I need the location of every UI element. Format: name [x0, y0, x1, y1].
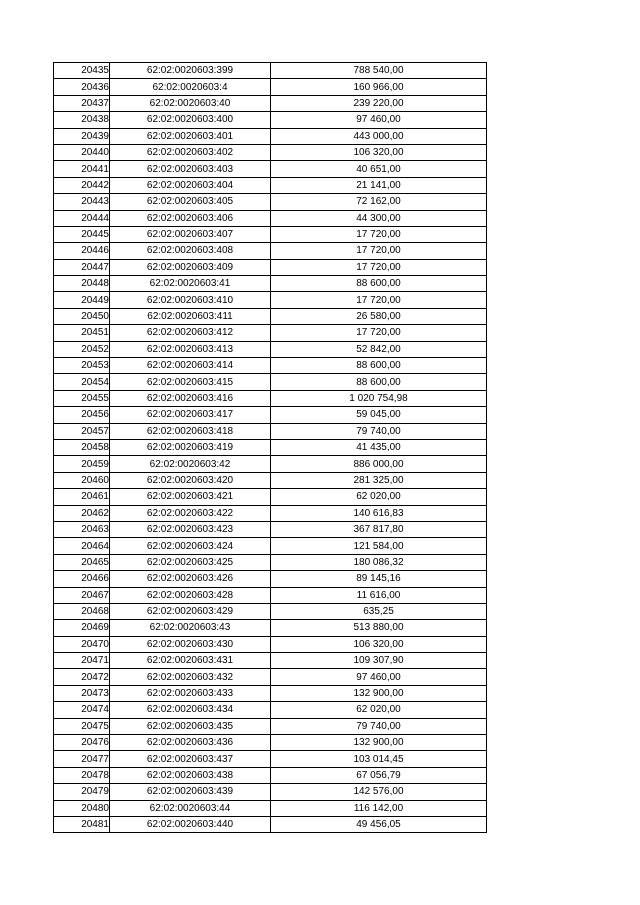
table-row	[54, 439, 487, 455]
cadastral-number: 62:02:0020603:411	[110, 308, 271, 324]
cadastral-value: 103 014,45	[271, 751, 487, 767]
table-row	[54, 210, 487, 226]
cadastral-number: 62:02:0020603:430	[110, 636, 271, 652]
cadastral-value: 88 600,00	[271, 358, 487, 374]
row-number: 20442	[54, 177, 110, 193]
table-row	[54, 702, 487, 718]
row-number: 20458	[54, 439, 110, 455]
cadastral-number: 62:02:0020603:431	[110, 653, 271, 669]
row-number: 20444	[54, 210, 110, 226]
table-row	[54, 341, 487, 357]
cadastral-value: 17 720,00	[271, 325, 487, 341]
cadastral-number: 62:02:0020603:429	[110, 603, 271, 619]
cadastral-number: 62:02:0020603:435	[110, 718, 271, 734]
table-row	[54, 505, 487, 521]
row-number: 20440	[54, 144, 110, 160]
row-number: 20451	[54, 325, 110, 341]
cadastral-value: 62 020,00	[271, 702, 487, 718]
cadastral-number: 62:02:0020603:422	[110, 505, 271, 521]
cadastral-number: 62:02:0020603:437	[110, 751, 271, 767]
table-row	[54, 308, 487, 324]
row-number: 20457	[54, 423, 110, 439]
cadastral-value: 89 145,16	[271, 571, 487, 587]
row-number: 20473	[54, 685, 110, 701]
table-row	[54, 735, 487, 751]
cadastral-value: 21 141,00	[271, 177, 487, 193]
cadastral-value: 17 720,00	[271, 292, 487, 308]
row-number: 20466	[54, 571, 110, 587]
table-row	[54, 226, 487, 242]
row-number: 20470	[54, 636, 110, 652]
cadastral-value: 180 086,32	[271, 554, 487, 570]
row-number: 20459	[54, 456, 110, 472]
table-row	[54, 128, 487, 144]
row-number: 20441	[54, 161, 110, 177]
cadastral-value: 79 740,00	[271, 718, 487, 734]
row-number: 20478	[54, 767, 110, 783]
row-number: 20477	[54, 751, 110, 767]
cadastral-value: 443 000,00	[271, 128, 487, 144]
table-row	[54, 79, 487, 95]
table-row	[54, 603, 487, 619]
cadastral-value: 88 600,00	[271, 276, 487, 292]
row-number: 20456	[54, 407, 110, 423]
row-number: 20461	[54, 489, 110, 505]
table-row	[54, 489, 487, 505]
table-row	[54, 587, 487, 603]
cadastral-number: 62:02:0020603:419	[110, 439, 271, 455]
table-row	[54, 63, 487, 79]
cadastral-number: 62:02:0020603:423	[110, 521, 271, 537]
cadastral-number: 62:02:0020603:424	[110, 538, 271, 554]
cadastral-number: 62:02:0020603:412	[110, 325, 271, 341]
table-row	[54, 784, 487, 800]
row-number: 20475	[54, 718, 110, 734]
cadastral-value: 1 020 754,98	[271, 390, 487, 406]
cadastral-number: 62:02:0020603:408	[110, 243, 271, 259]
table-row	[54, 669, 487, 685]
cadastral-value: 886 000,00	[271, 456, 487, 472]
cadastral-value: 132 900,00	[271, 685, 487, 701]
cadastral-value: 17 720,00	[271, 226, 487, 242]
cadastral-value: 26 580,00	[271, 308, 487, 324]
row-number: 20449	[54, 292, 110, 308]
table-row	[54, 243, 487, 259]
table-row	[54, 456, 487, 472]
row-number: 20471	[54, 653, 110, 669]
table-row	[54, 292, 487, 308]
cadastral-number: 62:02:0020603:413	[110, 341, 271, 357]
cadastral-number: 62:02:0020603:434	[110, 702, 271, 718]
cadastral-number: 62:02:0020603:40	[110, 95, 271, 111]
cadastral-value: 132 900,00	[271, 735, 487, 751]
row-number: 20460	[54, 472, 110, 488]
cadastral-value: 52 842,00	[271, 341, 487, 357]
table-row	[54, 177, 487, 193]
cadastral-number: 62:02:0020603:399	[110, 63, 271, 79]
cadastral-value: 41 435,00	[271, 439, 487, 455]
table-row	[54, 636, 487, 652]
row-number: 20453	[54, 358, 110, 374]
table-row	[54, 390, 487, 406]
row-number: 20438	[54, 112, 110, 128]
row-number: 20476	[54, 735, 110, 751]
cadastral-number: 62:02:0020603:405	[110, 194, 271, 210]
table-row	[54, 751, 487, 767]
cadastral-value: 44 300,00	[271, 210, 487, 226]
cadastral-value: 40 651,00	[271, 161, 487, 177]
row-number: 20464	[54, 538, 110, 554]
cadastral-value: 239 220,00	[271, 95, 487, 111]
row-number: 20448	[54, 276, 110, 292]
cadastral-value: 11 616,00	[271, 587, 487, 603]
cadastral-value: 281 325,00	[271, 472, 487, 488]
cadastral-number: 62:02:0020603:438	[110, 767, 271, 783]
cadastral-value: 513 880,00	[271, 620, 487, 636]
cadastral-number: 62:02:0020603:410	[110, 292, 271, 308]
cadastral-value: 109 307,90	[271, 653, 487, 669]
table-row	[54, 358, 487, 374]
row-number: 20472	[54, 669, 110, 685]
row-number: 20435	[54, 63, 110, 79]
table-row	[54, 767, 487, 783]
table-row	[54, 95, 487, 111]
cadastral-number: 62:02:0020603:407	[110, 226, 271, 242]
row-number: 20443	[54, 194, 110, 210]
cadastral-number: 62:02:0020603:41	[110, 276, 271, 292]
cadastral-value: 62 020,00	[271, 489, 487, 505]
cadastral-value: 106 320,00	[271, 144, 487, 160]
row-number: 20452	[54, 341, 110, 357]
cadastral-value: 788 540,00	[271, 63, 487, 79]
cadastral-number: 62:02:0020603:4	[110, 79, 271, 95]
cadastral-number: 62:02:0020603:406	[110, 210, 271, 226]
table-row	[54, 407, 487, 423]
table-body	[54, 63, 487, 833]
cadastral-value: 72 162,00	[271, 194, 487, 210]
table-row	[54, 144, 487, 160]
cadastral-number: 62:02:0020603:418	[110, 423, 271, 439]
cadastral-value: 17 720,00	[271, 259, 487, 275]
cadastral-number: 62:02:0020603:421	[110, 489, 271, 505]
cadastral-number: 62:02:0020603:402	[110, 144, 271, 160]
table-row	[54, 653, 487, 669]
table-row	[54, 325, 487, 341]
cadastral-number: 62:02:0020603:409	[110, 259, 271, 275]
row-number: 20469	[54, 620, 110, 636]
row-number: 20479	[54, 784, 110, 800]
cadastral-value: 59 045,00	[271, 407, 487, 423]
cadastral-number: 62:02:0020603:415	[110, 374, 271, 390]
table-row	[54, 685, 487, 701]
row-number: 20467	[54, 587, 110, 603]
cadastral-value: 106 320,00	[271, 636, 487, 652]
cadastral-number: 62:02:0020603:43	[110, 620, 271, 636]
table-row	[54, 374, 487, 390]
row-number: 20436	[54, 79, 110, 95]
cadastral-value: 97 460,00	[271, 112, 487, 128]
cadastral-number: 62:02:0020603:404	[110, 177, 271, 193]
cadastral-number: 62:02:0020603:426	[110, 571, 271, 587]
row-number: 20468	[54, 603, 110, 619]
table-row	[54, 620, 487, 636]
cadastral-value: 17 720,00	[271, 243, 487, 259]
cadastral-value: 367 817,80	[271, 521, 487, 537]
table-row	[54, 423, 487, 439]
table-row	[54, 259, 487, 275]
cadastral-value: 79 740,00	[271, 423, 487, 439]
row-number: 20462	[54, 505, 110, 521]
table-row	[54, 276, 487, 292]
table-row	[54, 800, 487, 816]
cadastral-value: 97 460,00	[271, 669, 487, 685]
cadastral-number: 62:02:0020603:403	[110, 161, 271, 177]
cadastral-value-table	[53, 62, 487, 833]
cadastral-number: 62:02:0020603:440	[110, 816, 271, 832]
cadastral-value: 140 616,83	[271, 505, 487, 521]
cadastral-number: 62:02:0020603:433	[110, 685, 271, 701]
table-row	[54, 718, 487, 734]
table-row	[54, 816, 487, 832]
table-row	[54, 472, 487, 488]
row-number: 20446	[54, 243, 110, 259]
cadastral-number: 62:02:0020603:432	[110, 669, 271, 685]
row-number: 20463	[54, 521, 110, 537]
cadastral-value: 67 056,79	[271, 767, 487, 783]
cadastral-value: 116 142,00	[271, 800, 487, 816]
cadastral-number: 62:02:0020603:420	[110, 472, 271, 488]
table-row	[54, 194, 487, 210]
table-row	[54, 161, 487, 177]
row-number: 20445	[54, 226, 110, 242]
row-number: 20437	[54, 95, 110, 111]
cadastral-number: 62:02:0020603:417	[110, 407, 271, 423]
cadastral-number: 62:02:0020603:425	[110, 554, 271, 570]
cadastral-value: 88 600,00	[271, 374, 487, 390]
cadastral-number: 62:02:0020603:416	[110, 390, 271, 406]
cadastral-value: 49 456,05	[271, 816, 487, 832]
cadastral-number: 62:02:0020603:400	[110, 112, 271, 128]
row-number: 20439	[54, 128, 110, 144]
cadastral-value: 142 576,00	[271, 784, 487, 800]
cadastral-number: 62:02:0020603:436	[110, 735, 271, 751]
table-row	[54, 538, 487, 554]
cadastral-value: 121 584,00	[271, 538, 487, 554]
cadastral-number: 62:02:0020603:401	[110, 128, 271, 144]
row-number: 20465	[54, 554, 110, 570]
table-row	[54, 112, 487, 128]
table-row	[54, 554, 487, 570]
row-number: 20481	[54, 816, 110, 832]
row-number: 20455	[54, 390, 110, 406]
row-number: 20450	[54, 308, 110, 324]
cadastral-value: 635,25	[271, 603, 487, 619]
cadastral-number: 62:02:0020603:439	[110, 784, 271, 800]
row-number: 20447	[54, 259, 110, 275]
cadastral-number: 62:02:0020603:414	[110, 358, 271, 374]
cadastral-number: 62:02:0020603:44	[110, 800, 271, 816]
cadastral-value: 160 966,00	[271, 79, 487, 95]
cadastral-number: 62:02:0020603:428	[110, 587, 271, 603]
table-row	[54, 521, 487, 537]
row-number: 20480	[54, 800, 110, 816]
row-number: 20454	[54, 374, 110, 390]
table-row	[54, 571, 487, 587]
cadastral-number: 62:02:0020603:42	[110, 456, 271, 472]
row-number: 20474	[54, 702, 110, 718]
